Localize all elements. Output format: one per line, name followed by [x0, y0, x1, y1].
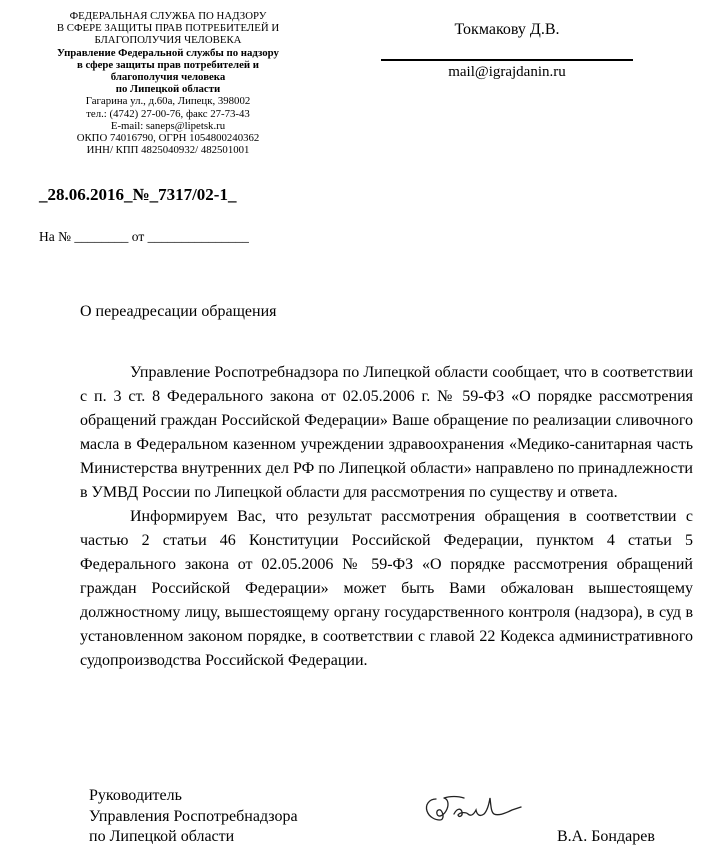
sender-line: В СФЕРЕ ЗАЩИТЫ ПРАВ ПОТРЕБИТЕЛЕЙ И [56, 22, 280, 35]
sender-registration-codes: ОКПО 74016790, ОГРН 1054800240362 [76, 132, 260, 145]
addressee-divider [381, 59, 633, 61]
signer-name: В.А. Бондарев [557, 828, 655, 845]
signatory-title-line: по Липецкой области [89, 828, 235, 845]
sender-header [20, 10, 316, 156]
addressee-name: Токмакову Д.В. [454, 21, 560, 38]
handwritten-signature [420, 790, 530, 830]
document-number: _28.06.2016_№_7317/02-1_ [39, 185, 237, 204]
sender-tax-codes: ИНН/ КПП 4825040932/ 482501001 [86, 144, 250, 157]
addressee-email: mail@igrajdanin.ru [448, 64, 566, 80]
sender-phone: тел.: (4742) 27-00-76, факс 27-73-43 [86, 107, 250, 120]
letter-subject: О переадресации обращения [80, 303, 277, 320]
sender-line: ФЕДЕРАЛЬНАЯ СЛУЖБА ПО НАДЗОРУ [69, 10, 267, 22]
signatory-title [89, 786, 298, 848]
sender-line: Управление Федеральной службы по надзору [57, 46, 279, 59]
sender-line: благополучия человека [110, 71, 226, 84]
body-paragraph: Управление Роспотребнадзора по Липецкой области сообщает, что в соответствии с п. 3 ст. 8 Федерального закона от 02.05.2006 г. № 59-ФЗ «О порядке рассмотрения обращений граждан Российской Федерации» Ваше обращение по реализации сливочного масла в Федеральном казенном учреждении здравоохранения «Медико-санитарная часть Министерства внутренних дел РФ по Липецкой области» направлено по принадлежности в УМВД России по Липецкой области для рассмотрения по существу и ответа. [80, 364, 693, 501]
sender-line: БЛАГОПОЛУЧИЯ ЧЕЛОВЕКА [94, 34, 242, 47]
body-paragraph: Информируем Вас, что результат рассмотрения обращения в соответствии с частью 2 статьи 46 Конституции Российской Федерации, пунктом 4 статьи 5 Федерального закона от 02.05.2006 № 59-ФЗ «О порядке рассмотрения обращений граждан Российской Федерации» может быть Вами обжалован вышестоящему должностному лицу, вышестоящему органу государственного контроля (надзора), в суд в установленном законом порядке, в соответствии с главой 22 Кодекса административного судопроизводства Российской Федерации. [80, 508, 693, 669]
sender-line: по Липецкой области [115, 83, 221, 96]
reference-line: На № ________ от _______________ [39, 229, 249, 244]
sender-email: E-mail: saneps@lipetsk.ru [110, 119, 226, 132]
sender-line: в сфере защиты прав потребителей и [76, 58, 259, 71]
sender-address: Гагарина ул., д.60а, Липецк, 398002 [85, 95, 251, 108]
signatory-title-line: Руководитель [89, 787, 182, 804]
letter-body [80, 361, 693, 673]
signatory-title-line: Управления Роспотребнадзора [89, 807, 298, 825]
